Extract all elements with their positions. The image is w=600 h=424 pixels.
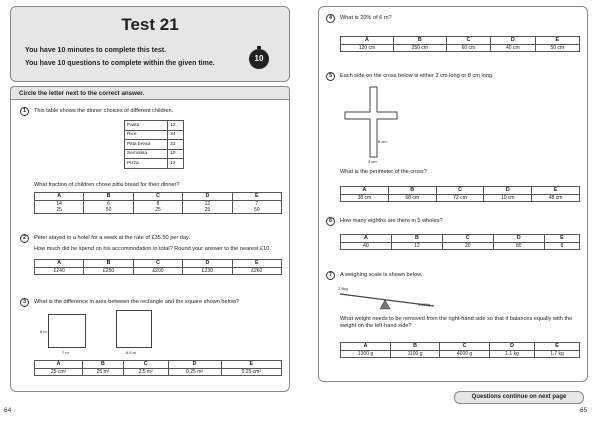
answer-value: 4000 g bbox=[440, 350, 490, 358]
q4-answer-table bbox=[340, 36, 580, 52]
option-c[interactable]: C bbox=[436, 187, 484, 195]
option-a[interactable]: A bbox=[341, 235, 392, 243]
page-number-right: 65 bbox=[580, 407, 588, 414]
answer-value: 0.25 cm² bbox=[221, 368, 281, 376]
option-e[interactable]: E bbox=[232, 260, 281, 268]
numerator: 7 bbox=[232, 200, 281, 207]
q1-question: What fraction of children chose pitta bread for their dinner? bbox=[34, 182, 180, 188]
option-e[interactable]: E bbox=[232, 193, 281, 201]
rectangle-shape bbox=[48, 314, 86, 348]
question-count-instruction: You have 10 questions to complete within the given time. bbox=[25, 60, 215, 67]
menu-count: 32 bbox=[168, 140, 184, 150]
option-e[interactable]: E bbox=[544, 235, 579, 243]
weighing-scale-diagram bbox=[336, 282, 446, 314]
option-b[interactable]: B bbox=[393, 37, 446, 45]
option-a[interactable]: A bbox=[341, 187, 389, 195]
q3-text: What is the difference in area between the rectangle and the square shown below? bbox=[34, 299, 240, 305]
numerator: 8 bbox=[133, 200, 182, 207]
left-page bbox=[4, 6, 290, 414]
option-d[interactable]: D bbox=[490, 343, 535, 351]
numerator: 12 bbox=[183, 200, 232, 207]
answer-value: 50 cm bbox=[535, 44, 579, 52]
answer-value: £260 bbox=[232, 267, 281, 275]
option-e[interactable]: E bbox=[535, 343, 580, 351]
answer-value: 72 cm bbox=[436, 194, 484, 202]
answer-value: 250 cm bbox=[393, 44, 446, 52]
answer-value: 120 cm bbox=[341, 44, 394, 52]
answer-value: 80 bbox=[493, 242, 544, 250]
answer-value: 40 bbox=[341, 242, 392, 250]
menu-item: Pitta bread bbox=[125, 140, 168, 150]
answer-value: 38 cm bbox=[341, 194, 389, 202]
timer-value: 10 bbox=[254, 54, 264, 63]
option-d[interactable]: D bbox=[491, 37, 535, 45]
answer-value: 60 cm bbox=[446, 44, 490, 52]
option-d[interactable]: D bbox=[183, 193, 232, 201]
option-d[interactable]: D bbox=[484, 187, 532, 195]
answer-value: 0.25 m² bbox=[168, 368, 221, 376]
option-a[interactable]: A bbox=[35, 193, 84, 201]
option-e[interactable]: E bbox=[532, 187, 580, 195]
question-number-7: 7 bbox=[326, 271, 335, 280]
menu-count: 10 bbox=[168, 149, 184, 159]
right-page bbox=[318, 6, 588, 414]
q4-text: What is 20% of 6 m? bbox=[340, 15, 392, 21]
option-d[interactable]: D bbox=[183, 260, 232, 268]
denominator: 50 bbox=[232, 207, 281, 214]
numerator: 14 bbox=[35, 200, 84, 207]
question-number-2: 2 bbox=[20, 234, 29, 243]
dinner-choices-table bbox=[124, 120, 184, 169]
option-b[interactable]: B bbox=[84, 260, 133, 268]
q2-question: How much did he spend on his accommodation in total? Round your answer to the nearest £10. bbox=[34, 246, 271, 252]
table-row bbox=[125, 140, 184, 150]
q6-text: How many eighths are there in 5 wholes? bbox=[340, 218, 443, 224]
answer-value: 40 cm bbox=[491, 44, 535, 52]
stopwatch-icon bbox=[249, 49, 269, 69]
answer-value: 8 bbox=[544, 242, 579, 250]
option-c[interactable]: C bbox=[133, 260, 182, 268]
question-number-3: 3 bbox=[20, 298, 29, 307]
answer-value: 10 cm bbox=[484, 194, 532, 202]
q7-answer-table bbox=[340, 342, 580, 358]
option-b[interactable]: B bbox=[388, 187, 436, 195]
option-b[interactable]: B bbox=[391, 343, 440, 351]
instruction-bar: Circle the letter next to the correct answer. bbox=[10, 86, 290, 100]
option-e[interactable]: E bbox=[535, 37, 579, 45]
question-number-1: 1 bbox=[20, 107, 29, 116]
menu-item: Rice bbox=[125, 130, 168, 140]
table-row bbox=[125, 130, 184, 140]
answer-value: 1100 g bbox=[391, 350, 440, 358]
denominator: 25 bbox=[35, 207, 84, 214]
option-d[interactable]: D bbox=[168, 361, 221, 369]
q6-answer-table bbox=[340, 234, 580, 250]
table-row bbox=[125, 121, 184, 131]
option-a[interactable]: A bbox=[35, 361, 83, 369]
answer-value: 2.5 m² bbox=[123, 368, 168, 376]
menu-count: 12 bbox=[168, 121, 184, 131]
answer-value: 25 cm² bbox=[35, 368, 83, 376]
option-b[interactable]: B bbox=[83, 361, 124, 369]
q5-text: Each side on the cross below is either 2 cm long or 8 cm long. bbox=[340, 73, 494, 79]
option-a[interactable]: A bbox=[341, 37, 394, 45]
answer-value: £230 bbox=[183, 267, 232, 275]
answer-value: £200 bbox=[133, 267, 182, 275]
option-b[interactable]: B bbox=[84, 193, 133, 201]
menu-item: Semolina bbox=[125, 149, 168, 159]
rectangle-width-label: 7 m bbox=[62, 350, 69, 355]
q5-answer-table bbox=[340, 186, 580, 202]
option-c[interactable]: C bbox=[442, 235, 493, 243]
page-number-left: 64 bbox=[4, 407, 12, 414]
option-a[interactable]: A bbox=[341, 343, 391, 351]
table-row bbox=[125, 159, 184, 169]
table-row bbox=[125, 149, 184, 159]
answer-value: 1300 g bbox=[341, 350, 391, 358]
q1-text: This table shows the dinner choices of different children. bbox=[34, 108, 174, 114]
question-number-6: 6 bbox=[326, 217, 335, 226]
numerator: 6 bbox=[84, 200, 133, 207]
option-c[interactable]: C bbox=[123, 361, 168, 369]
answer-value: £240 bbox=[35, 267, 84, 275]
q1-answer-table bbox=[34, 192, 282, 214]
cross-diagram bbox=[340, 82, 400, 162]
denominator: 25 bbox=[183, 207, 232, 214]
option-d[interactable]: D bbox=[493, 235, 544, 243]
answer-value: 1.1 kg bbox=[490, 350, 535, 358]
rectangle-height-label: 6 m bbox=[40, 329, 47, 334]
cross-long-label: 8 cm bbox=[378, 139, 387, 144]
right-weight-label: 4,200g bbox=[418, 302, 431, 307]
answer-value: 20 bbox=[442, 242, 493, 250]
menu-count: 12 bbox=[168, 159, 184, 169]
q2-text: Peter stayed in a hotel for a week at the rate of £35.50 per day. bbox=[34, 235, 190, 241]
q5-question: What is the perimeter of the cross? bbox=[340, 169, 427, 175]
denominator: 50 bbox=[84, 207, 133, 214]
q2-answer-table bbox=[34, 259, 282, 275]
answer-value: 1.7 kg bbox=[535, 350, 580, 358]
test-header bbox=[10, 6, 290, 82]
answer-value: 12 bbox=[391, 242, 442, 250]
q7-question: What weight needs to be removed from the right-hand side so that it balances equally with the weight on the left-hand side? bbox=[340, 316, 573, 329]
option-c[interactable]: C bbox=[440, 343, 490, 351]
question-number-5: 5 bbox=[326, 72, 335, 81]
option-b[interactable]: B bbox=[391, 235, 442, 243]
answer-value: 25 m² bbox=[83, 368, 124, 376]
cross-short-label: 2 cm bbox=[368, 159, 377, 164]
option-e[interactable]: E bbox=[221, 361, 281, 369]
q7-text: A weighing scale is shown below. bbox=[340, 272, 423, 278]
left-weight-label: 2.5kg bbox=[338, 286, 348, 291]
option-c[interactable]: C bbox=[446, 37, 490, 45]
q3-answer-table bbox=[34, 360, 282, 376]
menu-item: Pizza bbox=[125, 159, 168, 169]
square-shape bbox=[116, 310, 152, 348]
time-instruction: You have 10 minutes to complete this test. bbox=[25, 47, 167, 54]
option-a[interactable]: A bbox=[35, 260, 84, 268]
answer-value: 48 cm bbox=[532, 194, 580, 202]
question-number-4: 4 bbox=[326, 14, 335, 23]
square-side-label: 6.5 m bbox=[126, 350, 137, 355]
test-title: Test 21 bbox=[121, 15, 179, 34]
continue-banner: Questions continue on next page bbox=[454, 391, 584, 404]
option-c[interactable]: C bbox=[133, 193, 182, 201]
denominator: 25 bbox=[133, 207, 182, 214]
answer-value: £250 bbox=[84, 267, 133, 275]
menu-item: Pasta bbox=[125, 121, 168, 131]
menu-count: 34 bbox=[168, 130, 184, 140]
answer-value: 68 cm bbox=[388, 194, 436, 202]
